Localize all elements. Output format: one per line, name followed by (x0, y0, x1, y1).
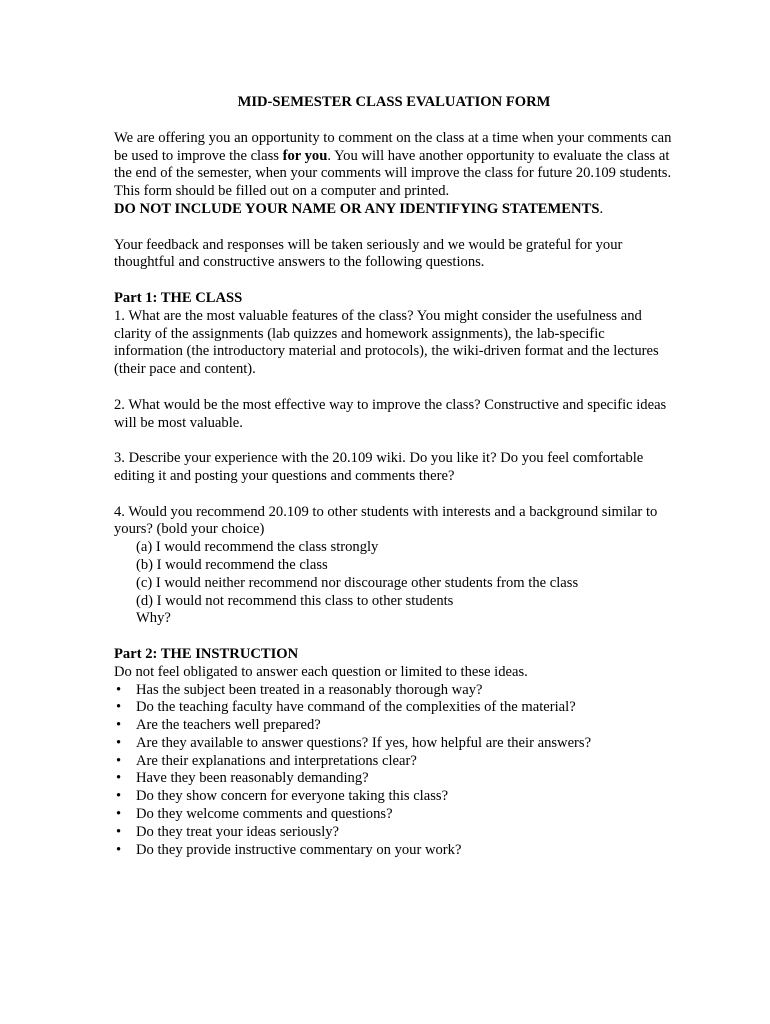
list-item-text: Has the subject been treated in a reasonably thorough way? (136, 681, 483, 698)
list-item (114, 842, 674, 860)
list-item (114, 753, 674, 771)
bullet-icon: • (116, 752, 122, 769)
bullet-icon: • (116, 788, 122, 805)
bullet-icon: • (116, 770, 122, 787)
q4-option-a[interactable]: (a) I would recommend the class strongly (136, 539, 379, 556)
list-item (114, 824, 674, 842)
question-1: 1. What are the most valuable features of the class? You might consider the usefulness and clarity of the assignments (lab quizzes and homework assignments), the lab-specific information (the introductory material and protocols), the wiki-driven format and the lectures (their pace and content). (114, 307, 659, 378)
bullet-icon: • (116, 681, 122, 698)
q4-option-d[interactable]: (d) I would not recommend this class to other students (136, 592, 454, 609)
intro-emphasis: for you (282, 147, 328, 164)
intro-text-b: . You will have another opportunity to evaluate the class at the end of the semester, when your comments will improve the class for future 20.109 students. This form should be filled out on a computer and printed. (114, 147, 672, 200)
bullet-icon: • (116, 841, 122, 858)
intro-paragraph (114, 130, 674, 219)
part2-heading: Part 2: THE INSTRUCTION (114, 645, 299, 662)
question-2: 2. What would be the most effective way to improve the class? Constructive and specific ideas will be most valuable. (114, 396, 667, 431)
feedback-note: Your feedback and responses will be taken seriously and we would be grateful for your thoughtful and constructive answers to the following questions. (114, 236, 623, 271)
list-item (114, 735, 674, 753)
list-item-text: Are their explanations and interpretations clear? (136, 752, 417, 769)
list-item-text: Do they treat your ideas seriously? (136, 823, 340, 840)
list-item-text: Do the teaching faculty have command of the complexities of the material? (136, 699, 576, 716)
list-item-text: Are they available to answer questions? If yes, how helpful are their answers? (136, 734, 592, 751)
form-title: MID-SEMESTER CLASS EVALUATION FORM (237, 94, 551, 110)
document-page (114, 94, 674, 859)
instruction-questions-list (114, 682, 674, 860)
bullet-icon: • (116, 806, 122, 823)
list-item-text: Do they provide instructive commentary on your work? (136, 841, 462, 858)
bullet-icon: • (116, 717, 122, 734)
q4-option-c[interactable]: (c) I would neither recommend nor discourage other students from the class (136, 574, 579, 591)
identity-warning: DO NOT INCLUDE YOUR NAME OR ANY IDENTIFYING STATEMENTS (114, 200, 600, 217)
bullet-icon: • (116, 734, 122, 751)
list-item (114, 806, 674, 824)
intro-text-a: We are offering you an opportunity to comment on the class at a time when your comments can be used to improve the class (114, 129, 672, 164)
identity-warning-end: . (599, 200, 604, 217)
list-item (114, 788, 674, 806)
part1-heading: Part 1: THE CLASS (114, 289, 243, 306)
question-4: 4. Would you recommend 20.109 to other students with interests and a background similar to yours? (bold your choice) (114, 503, 658, 538)
list-item-text: Have they been reasonably demanding? (136, 770, 369, 787)
list-item-text: Are the teachers well prepared? (136, 717, 321, 734)
bullet-icon: • (116, 699, 122, 716)
bullet-icon: • (116, 823, 122, 840)
list-item (114, 699, 674, 717)
list-item (114, 770, 674, 788)
q4-option-b[interactable]: (b) I would recommend the class (136, 556, 328, 573)
q4-why: Why? (136, 610, 171, 627)
question-3: 3. Describe your experience with the 20.109 wiki. Do you like it? Do you feel comfortable editing it and posting your questions and comments there? (114, 450, 644, 484)
list-item (114, 682, 674, 700)
list-item (114, 717, 674, 735)
list-item-text: Do they welcome comments and questions? (136, 806, 393, 823)
part2-note: Do not feel obligated to answer each question or limited to these ideas. (114, 663, 528, 680)
list-item-text: Do they show concern for everyone taking this class? (136, 788, 449, 805)
